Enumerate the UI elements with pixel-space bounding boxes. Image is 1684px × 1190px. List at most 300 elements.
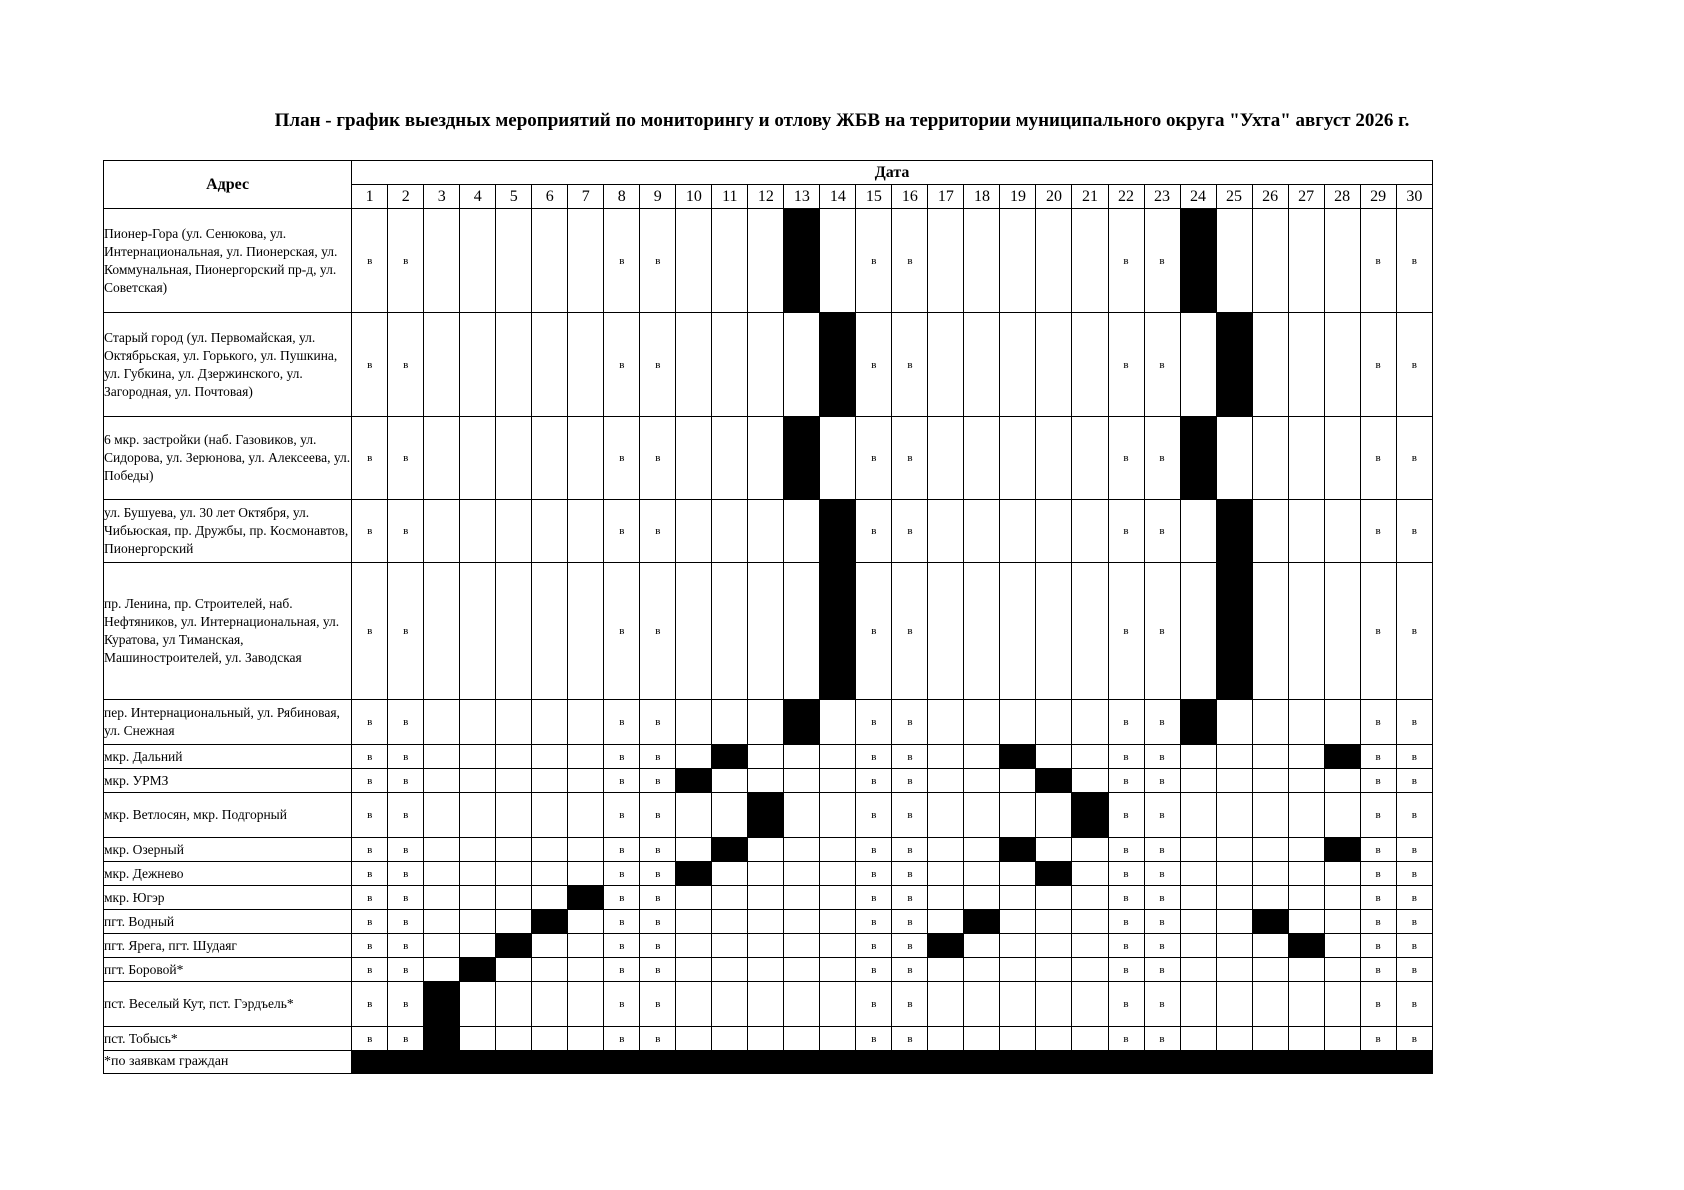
empty-day-cell — [1216, 862, 1252, 886]
day-off-cell: в — [640, 958, 676, 982]
empty-day-cell — [460, 838, 496, 862]
scheduled-day-cell — [1180, 700, 1216, 745]
day-off-cell: в — [856, 982, 892, 1027]
empty-day-cell — [568, 934, 604, 958]
empty-day-cell — [964, 793, 1000, 838]
empty-day-cell — [460, 745, 496, 769]
day-off-cell: в — [1360, 745, 1396, 769]
day-header: 30 — [1396, 185, 1432, 209]
empty-day-cell — [676, 934, 712, 958]
day-header: 17 — [928, 185, 964, 209]
day-off-cell: в — [388, 417, 424, 500]
empty-day-cell — [784, 793, 820, 838]
day-header: 23 — [1144, 185, 1180, 209]
day-off-cell: в — [856, 958, 892, 982]
day-off-cell: в — [856, 500, 892, 563]
empty-day-cell — [1288, 500, 1324, 563]
empty-day-cell — [964, 500, 1000, 563]
day-header: 6 — [532, 185, 568, 209]
scheduled-day-cell — [568, 886, 604, 910]
empty-day-cell — [1288, 958, 1324, 982]
day-off-cell: в — [1108, 886, 1144, 910]
empty-day-cell — [568, 1027, 604, 1051]
empty-day-cell — [532, 563, 568, 700]
empty-day-cell — [1288, 982, 1324, 1027]
empty-day-cell — [1288, 838, 1324, 862]
empty-day-cell — [712, 862, 748, 886]
empty-day-cell — [1288, 886, 1324, 910]
scheduled-day-cell — [712, 745, 748, 769]
day-off-cell: в — [352, 500, 388, 563]
day-header: 7 — [568, 185, 604, 209]
day-off-cell: в — [388, 982, 424, 1027]
empty-day-cell — [1252, 982, 1288, 1027]
empty-day-cell — [1216, 934, 1252, 958]
empty-day-cell — [1252, 1027, 1288, 1051]
empty-day-cell — [1072, 500, 1108, 563]
day-off-cell: в — [1360, 700, 1396, 745]
day-off-cell: в — [1396, 910, 1432, 934]
empty-day-cell — [1324, 313, 1360, 417]
day-header: 28 — [1324, 185, 1360, 209]
day-header: 1 — [352, 185, 388, 209]
address-cell: Старый город (ул. Первомайская, ул. Октябрьская, ул. Горького, ул. Пушкина, ул. Губкина, ул. Дзержинского, ул. Загородная, ул. Почтовая) — [104, 313, 352, 417]
empty-day-cell — [568, 700, 604, 745]
day-off-cell: в — [856, 910, 892, 934]
empty-day-cell — [496, 838, 532, 862]
empty-day-cell — [676, 500, 712, 563]
empty-day-cell — [748, 934, 784, 958]
day-off-cell: в — [892, 700, 928, 745]
empty-day-cell — [928, 886, 964, 910]
empty-day-cell — [748, 700, 784, 745]
day-off-cell: в — [892, 1027, 928, 1051]
day-off-cell: в — [892, 886, 928, 910]
empty-day-cell — [1180, 500, 1216, 563]
empty-day-cell — [1252, 563, 1288, 700]
empty-day-cell — [1324, 958, 1360, 982]
empty-day-cell — [1324, 886, 1360, 910]
scheduled-day-cell — [1216, 500, 1252, 563]
empty-day-cell — [460, 417, 496, 500]
scheduled-day-cell — [712, 838, 748, 862]
day-off-cell: в — [640, 417, 676, 500]
empty-day-cell — [1072, 769, 1108, 793]
empty-day-cell — [1000, 500, 1036, 563]
day-off-cell: в — [604, 769, 640, 793]
day-off-cell: в — [892, 838, 928, 862]
empty-day-cell — [532, 745, 568, 769]
empty-day-cell — [1252, 862, 1288, 886]
empty-day-cell — [1252, 209, 1288, 313]
empty-day-cell — [460, 563, 496, 700]
day-header: 9 — [640, 185, 676, 209]
empty-day-cell — [532, 958, 568, 982]
day-off-cell: в — [1396, 745, 1432, 769]
empty-day-cell — [748, 958, 784, 982]
day-off-cell: в — [640, 563, 676, 700]
empty-day-cell — [1036, 793, 1072, 838]
day-header: 16 — [892, 185, 928, 209]
day-header: 4 — [460, 185, 496, 209]
empty-day-cell — [712, 886, 748, 910]
day-off-cell: в — [1144, 838, 1180, 862]
empty-day-cell — [928, 500, 964, 563]
day-off-cell: в — [1360, 1027, 1396, 1051]
empty-day-cell — [820, 793, 856, 838]
table-row — [104, 934, 1433, 958]
empty-day-cell — [1036, 886, 1072, 910]
day-off-cell: в — [1360, 982, 1396, 1027]
empty-day-cell — [496, 500, 532, 563]
empty-day-cell — [748, 1027, 784, 1051]
day-off-cell: в — [1396, 793, 1432, 838]
empty-day-cell — [496, 910, 532, 934]
empty-day-cell — [1288, 1027, 1324, 1051]
day-off-cell: в — [640, 700, 676, 745]
empty-day-cell — [712, 982, 748, 1027]
empty-day-cell — [1252, 700, 1288, 745]
empty-day-cell — [424, 313, 460, 417]
empty-day-cell — [568, 910, 604, 934]
day-off-cell: в — [1396, 862, 1432, 886]
empty-day-cell — [424, 700, 460, 745]
day-off-cell: в — [604, 886, 640, 910]
day-off-cell: в — [604, 838, 640, 862]
day-off-cell: в — [640, 769, 676, 793]
empty-day-cell — [496, 209, 532, 313]
scheduled-day-cell — [532, 910, 568, 934]
address-cell: пгт. Ярега, пгт. Шудаяг — [104, 934, 352, 958]
day-off-cell: в — [604, 982, 640, 1027]
empty-day-cell — [1216, 417, 1252, 500]
day-off-cell: в — [1108, 862, 1144, 886]
day-off-cell: в — [352, 886, 388, 910]
day-off-cell: в — [1108, 910, 1144, 934]
empty-day-cell — [964, 700, 1000, 745]
day-off-cell: в — [1144, 209, 1180, 313]
empty-day-cell — [964, 745, 1000, 769]
empty-day-cell — [1252, 886, 1288, 910]
day-off-cell: в — [352, 313, 388, 417]
address-cell: пер. Интернациональный, ул. Рябиновая, ул. Снежная — [104, 700, 352, 745]
day-off-cell: в — [856, 838, 892, 862]
empty-day-cell — [712, 934, 748, 958]
day-off-cell: в — [856, 209, 892, 313]
empty-day-cell — [1180, 838, 1216, 862]
empty-day-cell — [784, 838, 820, 862]
table-row — [104, 417, 1433, 500]
empty-day-cell — [1216, 958, 1252, 982]
empty-day-cell — [1180, 313, 1216, 417]
scheduled-day-cell — [1180, 209, 1216, 313]
empty-day-cell — [748, 417, 784, 500]
empty-day-cell — [1072, 886, 1108, 910]
empty-day-cell — [424, 934, 460, 958]
day-header: 18 — [964, 185, 1000, 209]
scheduled-day-cell — [820, 313, 856, 417]
scheduled-day-cell — [1216, 563, 1252, 700]
empty-day-cell — [1216, 209, 1252, 313]
day-off-cell: в — [640, 886, 676, 910]
empty-day-cell — [820, 934, 856, 958]
day-header: 20 — [1036, 185, 1072, 209]
day-off-cell: в — [892, 934, 928, 958]
empty-day-cell — [1072, 1027, 1108, 1051]
scheduled-day-cell — [784, 700, 820, 745]
day-off-cell: в — [1108, 793, 1144, 838]
empty-day-cell — [1288, 417, 1324, 500]
empty-day-cell — [784, 500, 820, 563]
empty-day-cell — [712, 1027, 748, 1051]
day-off-cell: в — [1396, 982, 1432, 1027]
empty-day-cell — [496, 769, 532, 793]
empty-day-cell — [964, 1027, 1000, 1051]
empty-day-cell — [568, 982, 604, 1027]
empty-day-cell — [532, 500, 568, 563]
empty-day-cell — [1000, 862, 1036, 886]
empty-day-cell — [460, 934, 496, 958]
day-off-cell: в — [388, 793, 424, 838]
empty-day-cell — [1180, 745, 1216, 769]
empty-day-cell — [568, 313, 604, 417]
empty-day-cell — [784, 982, 820, 1027]
empty-day-cell — [532, 982, 568, 1027]
empty-day-cell — [1036, 417, 1072, 500]
address-cell: мкр. Дежнево — [104, 862, 352, 886]
empty-day-cell — [1180, 793, 1216, 838]
empty-day-cell — [1072, 934, 1108, 958]
empty-day-cell — [1180, 886, 1216, 910]
scheduled-day-cell — [1000, 838, 1036, 862]
empty-day-cell — [748, 769, 784, 793]
scheduled-day-cell — [964, 910, 1000, 934]
empty-day-cell — [964, 417, 1000, 500]
empty-day-cell — [1072, 862, 1108, 886]
scheduled-day-cell — [1324, 745, 1360, 769]
empty-day-cell — [424, 958, 460, 982]
empty-day-cell — [568, 745, 604, 769]
day-off-cell: в — [1108, 209, 1144, 313]
day-off-cell: в — [352, 862, 388, 886]
day-off-cell: в — [1360, 563, 1396, 700]
scheduled-day-cell — [928, 934, 964, 958]
empty-day-cell — [1216, 886, 1252, 910]
empty-day-cell — [748, 886, 784, 910]
table-row — [104, 209, 1433, 313]
empty-day-cell — [1324, 700, 1360, 745]
empty-day-cell — [532, 1027, 568, 1051]
day-off-cell: в — [388, 500, 424, 563]
empty-day-cell — [928, 209, 964, 313]
scheduled-day-cell — [1036, 862, 1072, 886]
empty-day-cell — [1036, 563, 1072, 700]
empty-day-cell — [1000, 417, 1036, 500]
scheduled-day-cell — [460, 958, 496, 982]
address-cell: пст. Тобысь* — [104, 1027, 352, 1051]
day-off-cell: в — [856, 862, 892, 886]
day-off-cell: в — [856, 886, 892, 910]
day-off-cell: в — [352, 769, 388, 793]
empty-day-cell — [532, 838, 568, 862]
empty-day-cell — [1072, 958, 1108, 982]
day-off-cell: в — [352, 209, 388, 313]
empty-day-cell — [1288, 563, 1324, 700]
day-off-cell: в — [892, 862, 928, 886]
empty-day-cell — [1000, 934, 1036, 958]
day-off-cell: в — [352, 700, 388, 745]
empty-day-cell — [748, 209, 784, 313]
table-row — [104, 838, 1433, 862]
day-off-cell: в — [604, 862, 640, 886]
day-off-cell: в — [1360, 500, 1396, 563]
empty-day-cell — [1252, 500, 1288, 563]
day-off-cell: в — [1396, 769, 1432, 793]
empty-day-cell — [676, 793, 712, 838]
empty-day-cell — [964, 563, 1000, 700]
empty-day-cell — [712, 769, 748, 793]
empty-day-cell — [496, 563, 532, 700]
day-off-cell: в — [604, 1027, 640, 1051]
day-off-cell: в — [1144, 886, 1180, 910]
empty-day-cell — [712, 910, 748, 934]
empty-day-cell — [1252, 745, 1288, 769]
day-off-cell: в — [604, 313, 640, 417]
day-off-cell: в — [352, 910, 388, 934]
empty-day-cell — [928, 862, 964, 886]
empty-day-cell — [1324, 209, 1360, 313]
day-header: 8 — [604, 185, 640, 209]
empty-day-cell — [532, 886, 568, 910]
day-off-cell: в — [892, 313, 928, 417]
day-off-cell: в — [388, 910, 424, 934]
day-off-cell: в — [856, 563, 892, 700]
day-off-cell: в — [1396, 958, 1432, 982]
address-cell: пгт. Боровой* — [104, 958, 352, 982]
scheduled-day-cell — [820, 563, 856, 700]
day-off-cell: в — [1108, 745, 1144, 769]
empty-day-cell — [460, 209, 496, 313]
empty-day-cell — [1072, 563, 1108, 700]
day-off-cell: в — [1360, 209, 1396, 313]
day-off-cell: в — [352, 793, 388, 838]
empty-day-cell — [460, 886, 496, 910]
empty-day-cell — [1180, 1027, 1216, 1051]
table-row — [104, 313, 1433, 417]
empty-day-cell — [568, 563, 604, 700]
empty-day-cell — [820, 886, 856, 910]
empty-day-cell — [1324, 862, 1360, 886]
table-row — [104, 500, 1433, 563]
empty-day-cell — [460, 500, 496, 563]
day-off-cell: в — [892, 417, 928, 500]
scheduled-day-cell — [424, 982, 460, 1027]
empty-day-cell — [784, 886, 820, 910]
empty-day-cell — [496, 958, 532, 982]
empty-day-cell — [676, 563, 712, 700]
empty-day-cell — [820, 838, 856, 862]
empty-day-cell — [1324, 500, 1360, 563]
scheduled-day-cell — [820, 500, 856, 563]
day-off-cell: в — [1144, 793, 1180, 838]
day-off-cell: в — [388, 313, 424, 417]
empty-day-cell — [1288, 700, 1324, 745]
scheduled-day-cell — [1036, 769, 1072, 793]
day-off-cell: в — [640, 500, 676, 563]
empty-day-cell — [1252, 838, 1288, 862]
day-off-cell: в — [640, 934, 676, 958]
empty-day-cell — [712, 563, 748, 700]
day-off-cell: в — [1396, 700, 1432, 745]
table-row — [104, 745, 1433, 769]
empty-day-cell — [532, 313, 568, 417]
day-off-cell: в — [1144, 862, 1180, 886]
empty-day-cell — [1324, 1027, 1360, 1051]
empty-day-cell — [820, 700, 856, 745]
empty-day-cell — [460, 862, 496, 886]
empty-day-cell — [1216, 982, 1252, 1027]
day-off-cell: в — [892, 769, 928, 793]
empty-day-cell — [1180, 862, 1216, 886]
empty-day-cell — [820, 982, 856, 1027]
day-off-cell: в — [1144, 1027, 1180, 1051]
day-header: 12 — [748, 185, 784, 209]
empty-day-cell — [1216, 910, 1252, 934]
empty-day-cell — [712, 793, 748, 838]
day-off-cell: в — [1144, 910, 1180, 934]
empty-day-cell — [1000, 209, 1036, 313]
day-off-cell: в — [1108, 500, 1144, 563]
address-cell: Пионер-Гора (ул. Сенюкова, ул. Интернациональная, ул. Пионерская, ул. Коммунальная, Пионергорский пр-д, ул. Советская) — [104, 209, 352, 313]
day-off-cell: в — [1360, 958, 1396, 982]
day-off-cell: в — [892, 958, 928, 982]
empty-day-cell — [1180, 934, 1216, 958]
day-off-cell: в — [604, 563, 640, 700]
empty-day-cell — [712, 417, 748, 500]
day-off-cell: в — [856, 934, 892, 958]
empty-day-cell — [424, 838, 460, 862]
day-off-cell: в — [604, 700, 640, 745]
day-off-cell: в — [604, 209, 640, 313]
empty-day-cell — [568, 209, 604, 313]
empty-day-cell — [928, 910, 964, 934]
empty-day-cell — [748, 838, 784, 862]
day-off-cell: в — [1108, 982, 1144, 1027]
day-header: 27 — [1288, 185, 1324, 209]
empty-day-cell — [532, 209, 568, 313]
day-off-cell: в — [388, 958, 424, 982]
empty-day-cell — [1216, 793, 1252, 838]
day-off-cell: в — [388, 1027, 424, 1051]
day-header: 11 — [712, 185, 748, 209]
empty-day-cell — [676, 910, 712, 934]
empty-day-cell — [424, 886, 460, 910]
day-off-cell: в — [1360, 417, 1396, 500]
empty-day-cell — [1180, 769, 1216, 793]
day-off-cell: в — [604, 934, 640, 958]
day-off-cell: в — [1396, 886, 1432, 910]
day-off-cell: в — [1144, 313, 1180, 417]
day-off-cell: в — [640, 793, 676, 838]
day-header: 2 — [388, 185, 424, 209]
empty-day-cell — [1324, 769, 1360, 793]
day-off-cell: в — [1396, 934, 1432, 958]
empty-day-cell — [1000, 313, 1036, 417]
address-cell: 6 мкр. застройки (наб. Газовиков, ул. Сидорова, ул. Зерюнова, ул. Алексеева, ул. Победы) — [104, 417, 352, 500]
scheduled-day-cell — [1072, 793, 1108, 838]
empty-day-cell — [1324, 793, 1360, 838]
empty-day-cell — [424, 862, 460, 886]
